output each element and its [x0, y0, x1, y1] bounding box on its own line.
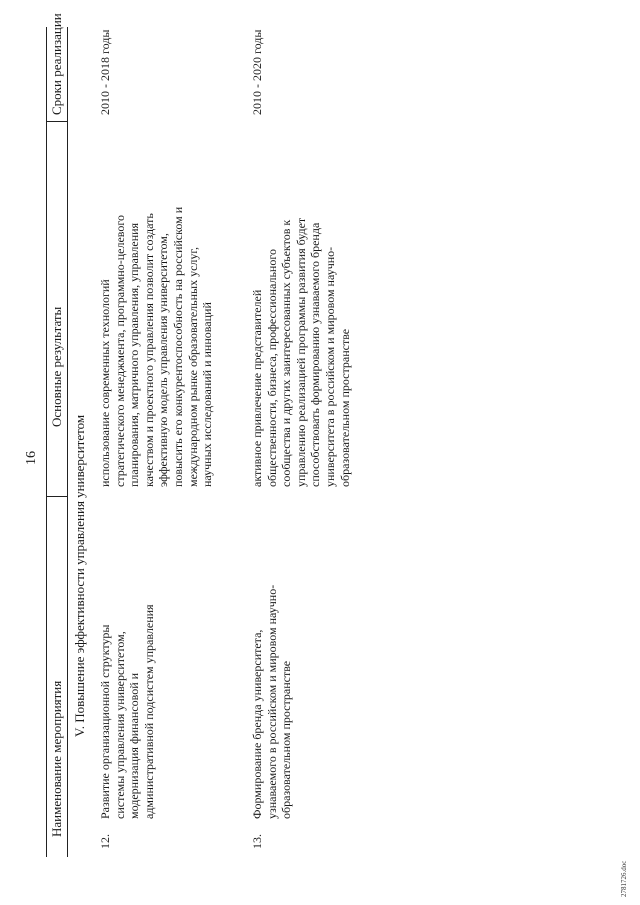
event-name-line: системы управления университетом, — [112, 631, 127, 819]
event-name — [250, 519, 294, 819]
event-name — [98, 519, 156, 819]
event-result — [250, 127, 352, 487]
event-result-line: университета в российском и мировом научно- — [322, 246, 337, 487]
event-result-line: научных исследований и инноваций — [200, 302, 215, 487]
event-result-line: эффективную модель управления университетом, — [156, 233, 171, 487]
event-name-line: модернизация финансовой и — [127, 672, 142, 819]
header-results: Основные результаты — [49, 306, 64, 427]
event-term: 2010 - 2020 годы — [250, 29, 264, 115]
header-divider — [47, 496, 67, 497]
event-result-line: стратегического менеджмента, программно-целевого — [112, 215, 127, 487]
event-name-line: образовательном пространстве — [279, 660, 294, 819]
event-result-line: сообщества и других заинтересованных субъектов к — [279, 219, 294, 487]
header-name: Наименование мероприятия — [49, 680, 64, 837]
section-title: V. Повышение эффективности управления университетом — [72, 414, 87, 737]
header-terms: Сроки реализации — [49, 13, 64, 115]
event-result-line: управлению реализацией программы развития будет — [293, 217, 308, 487]
event-name-line: Формирование бренда университета, — [250, 629, 264, 819]
events-table — [46, 13, 352, 857]
event-result-line: использование современных технологий — [98, 279, 112, 487]
event-name-line: Развитие организационной структуры — [98, 624, 112, 819]
event-term: 2010 - 2018 годы — [98, 29, 112, 115]
event-name-line: узнаваемого в российском и мировом научно- — [264, 584, 279, 819]
table-header — [46, 13, 68, 857]
page-number: 16 — [24, 451, 39, 465]
event-result-line: повысить его конкурентоспособность на российском и — [170, 206, 185, 487]
document-code: 2781726.doc — [620, 860, 628, 897]
event-result-line: качеством и проектного управления позволит создать — [141, 213, 156, 487]
event-result-line: планирования, матричного управления, управления — [127, 222, 142, 487]
event-result-line: способствовать формированию узнаваемого бренда — [308, 222, 323, 487]
event-result — [98, 127, 215, 487]
event-result-line: общественности, бизнеса, профессионального — [264, 249, 279, 487]
event-result-line: международном рынке образовательных услуг, — [185, 247, 200, 487]
header-divider — [47, 121, 67, 122]
event-name-line: административной подсистем управления — [141, 604, 156, 819]
event-result-line: активное привлечение представителей — [250, 289, 264, 487]
row-number: 12. — [98, 834, 112, 849]
event-result-line: образовательном пространстве — [337, 328, 352, 487]
row-number: 13. — [250, 834, 264, 849]
